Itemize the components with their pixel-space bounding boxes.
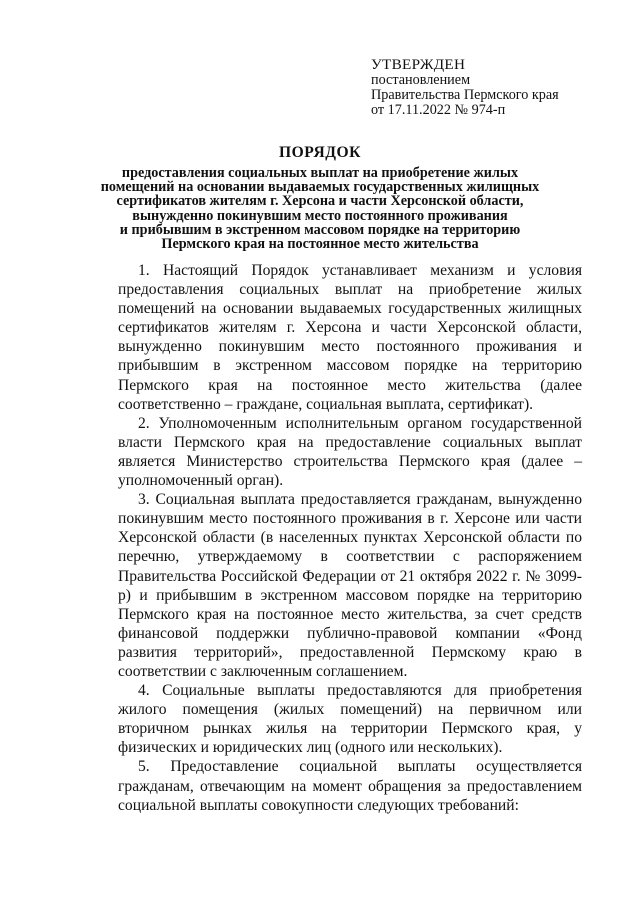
paragraph-3: 3. Социальная выплата предоставляется гражданам, вынужденно покинувшим место постоянного проживания в г. Херсоне или части Херсонской области (в населенных пунктах Херсонской области по перечню, утверждаемому в соответствии с распоряжением Правительства Российской Федерации от 21 октября 2022 г. № 3099-р) и прибывшим в экстренном массовом порядке на территорию Пермского края на постоянное место жительства, за счет средств финансовой поддержки публично-правовой компании «Фонд развития территорий», предоставленной Пермскому краю в соответствии с заключенным соглашением. xyxy=(118,491,582,680)
subtitle-line: и прибывшим в экстренном массовом порядке на территорию xyxy=(119,221,521,238)
approval-line: постановлением xyxy=(371,72,471,88)
paragraph-5: 5. Предоставление социальной выплаты осуществляется гражданам, отвечающим на момент обращения за предоставлением социальной выплаты совокупности следующих требований: xyxy=(118,758,582,814)
subtitle-line: вынужденно покинувшим место постоянного проживания xyxy=(132,207,508,224)
subtitle-line: Пермского края на постоянное место жительства xyxy=(161,236,479,253)
approval-line: Правительства Пермского края xyxy=(371,87,559,103)
paragraph-2: 2. Уполномоченным исполнительным органом государственной власти Пермского края на предоставление социальных выплат является Министерство строительства Пермского края (далее – уполномоченный орган). xyxy=(118,414,582,490)
approval-stamp xyxy=(371,57,559,118)
paragraph-1: 1. Настоящий Порядок устанавливает механизм и условия предоставления социальных выплат на приобретение жилых помещений на основании выдаваемых государственных жилищных сертификатов жителям г. Херсона и части Херсонской области, вынужденно покинувшим место постоянного проживания и прибывшим в экстренном массовом порядке на территорию Пермского края на постоянное место жительства (далее соответственно – граждане, социальная выплата, сертификат). xyxy=(118,262,582,413)
document-subtitle xyxy=(60,166,580,251)
paragraph-4: 4. Социальные выплаты предоставляются для приобретения жилого помещения (жилых помещений) на первичном или вторичном рынках жилья на территории Пермского края, у физических и юридических лиц (одного или нескольких). xyxy=(118,682,582,757)
document-body xyxy=(118,261,582,815)
subtitle-line: помещений на основании выдаваемых государственных жилищных xyxy=(100,179,540,196)
document-title: ПОРЯДОК xyxy=(279,144,361,161)
approval-date-number: от 17.11.2022 № 974-п xyxy=(371,102,506,118)
subtitle-line: сертификатов жителям г. Херсона и части Херсонской области, xyxy=(116,193,524,210)
subtitle-line: предоставления социальных выплат на приобретение жилых xyxy=(121,165,519,181)
approval-heading: УТВЕРЖДЕН xyxy=(371,56,466,73)
